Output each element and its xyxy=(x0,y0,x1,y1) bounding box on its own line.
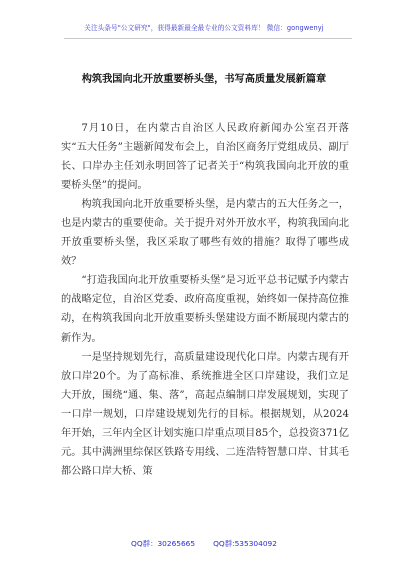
footer xyxy=(0,538,408,549)
header-divider xyxy=(64,38,352,39)
footer-qq-group-2: QQ群:535304092 xyxy=(213,539,277,548)
document-title: 构筑我国向北开放重要桥头堡，书写高质量发展新篇章 xyxy=(81,74,327,85)
footer-qq-group-1: QQ群：30265665 xyxy=(131,539,196,548)
paragraph: 7月10日，在内蒙古自治区人民政府新闻办公室召开落实“五大任务”主题新闻发布会上，自治区商务厅党组成员、副厅长、口岸办主任刘永明回答了记者关于“构筑我国向北开放的重要桥头堡”的提问。 xyxy=(61,123,349,192)
paragraph: 一是坚持规划先行，高质量建设现代化口岸。内蒙古现有开放口岸20个。为了高标准、系统推进全区口岸建设，我们立足大开放，围绕“通、集、落”，高起点编制口岸发展规划，实现了一口岸一规划，口岸建设规划先行的目标。根据规划，从2024年开始，三年内全区计划实施口岸重点项目85个，总投资371亿元。其中满洲里综保区铁路专用线、二连浩特智慧口岸、甘其毛都公路口岸大桥、策 xyxy=(61,351,349,477)
paragraph: “打造我国向北开放重要桥头堡”是习近平总书记赋予内蒙古的战略定位，自治区党委、政府高度重视，始终如一保持高位推动，在构筑我国向北开放重要桥头堡建设方面不断展现内蒙古的新作为。 xyxy=(61,275,349,344)
header-banner: 关注头条号"公文研究"，获得最新最全最专业的公文资料库！ 微信：gongwenyj xyxy=(84,24,324,32)
paragraph: 构筑我国向北开放重要桥头堡，是内蒙古的五大任务之一，也是内蒙古的重要使命。关于提升对外开放水平，构筑我国向北开放重要桥头堡，我区采取了哪些有效的措施？取得了哪些成效？ xyxy=(61,199,349,268)
document-body xyxy=(61,119,349,481)
